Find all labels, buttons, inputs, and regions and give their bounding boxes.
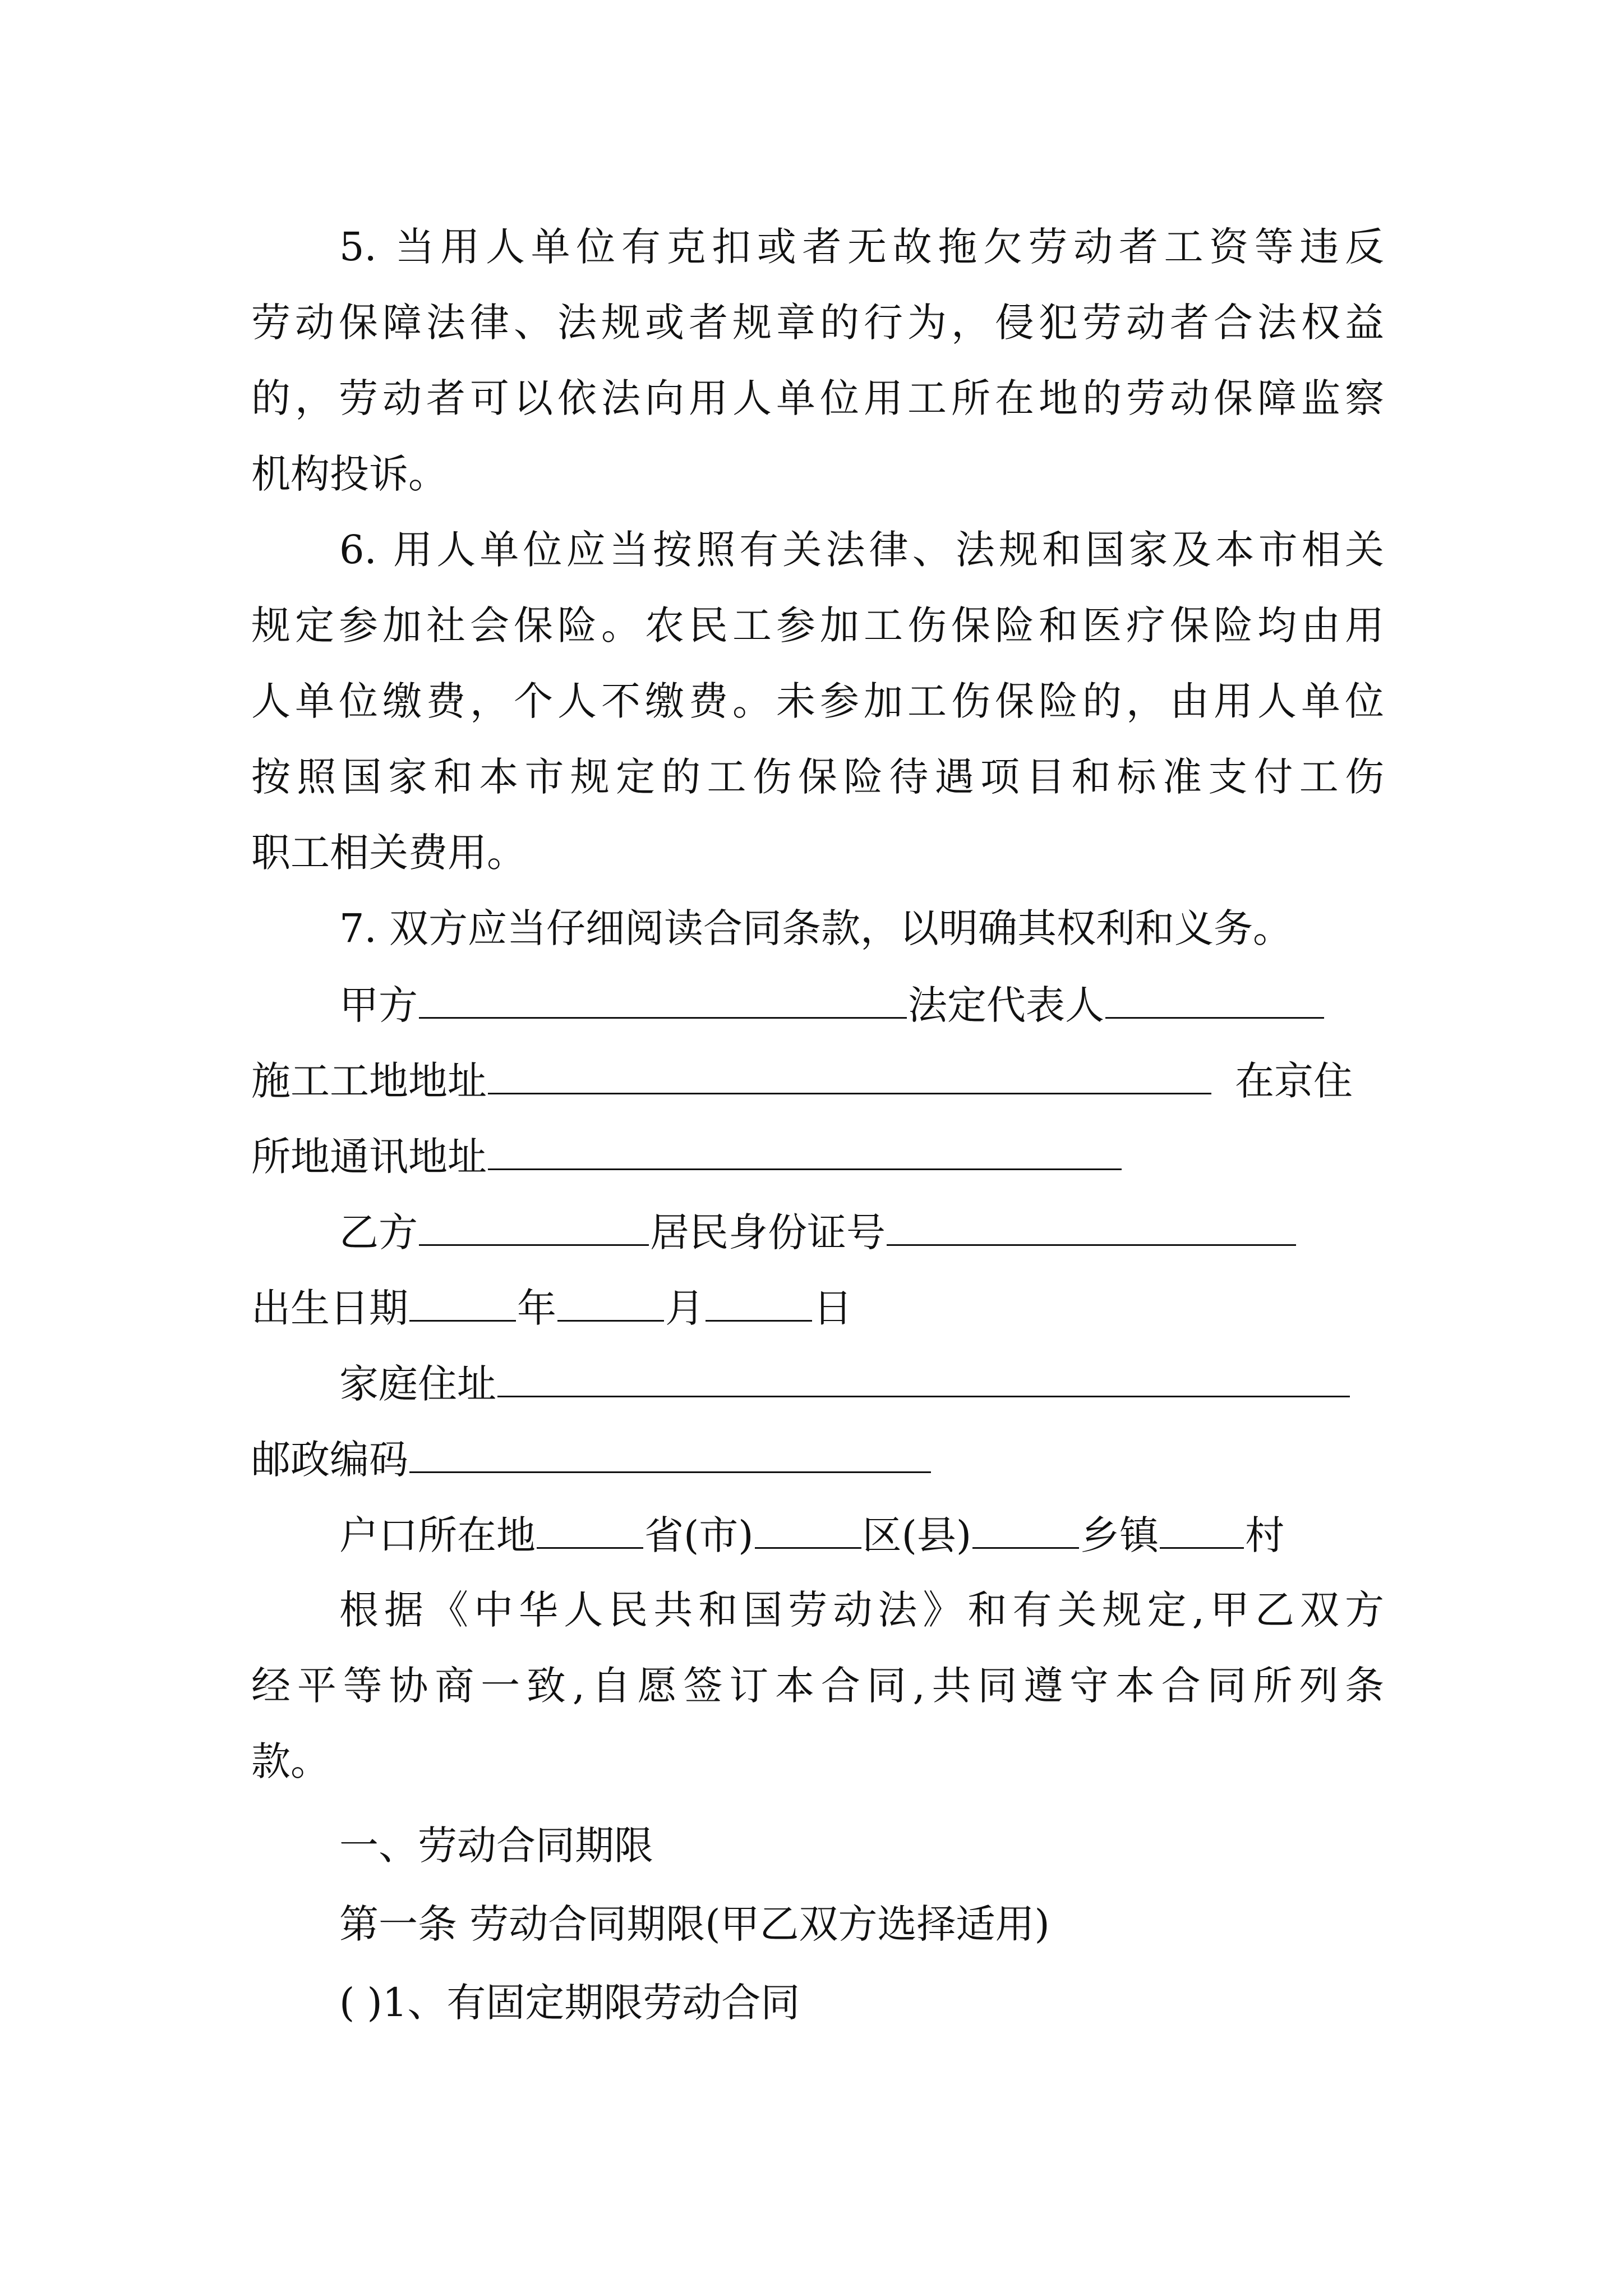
township-label: 乡镇 — [1080, 1512, 1159, 1558]
article1: 第一条 劳动合同期限(甲乙双方选择适用) — [339, 1901, 1050, 1947]
postal-code-label: 邮政编码 — [251, 1437, 408, 1483]
item6-line3: 人单位缴费，个人不缴费。未参加工伤保险的，由用人单位 — [251, 678, 1384, 724]
party-b-label: 乙方 — [339, 1209, 418, 1255]
item6-line1: 6. 用人单位应当按照有关法律、法规和国家及本市相关 — [339, 527, 1384, 573]
site-address-line — [251, 1049, 1384, 1111]
legal-rep-field[interactable] — [1105, 973, 1324, 1019]
item7-line: 7. 双方应当仔细阅读合同条款，以明确其权利和义务。 — [339, 905, 1293, 951]
id-number-field[interactable] — [887, 1200, 1296, 1246]
home-address-line — [339, 1352, 1384, 1414]
birth-date-line — [251, 1276, 1384, 1338]
section1-title: 一、劳动合同期限 — [339, 1823, 653, 1869]
hukou-label: 户口所在地 — [339, 1512, 536, 1558]
birth-year-field[interactable] — [409, 1276, 516, 1322]
site-address-label: 施工工地地址 — [251, 1058, 487, 1104]
legal-rep-label: 法定代表人 — [908, 982, 1104, 1028]
beijing-residence-label: 在京住 — [1235, 1058, 1353, 1104]
postal-code-field[interactable] — [409, 1428, 931, 1473]
preamble-line3: 款。 — [251, 1738, 330, 1784]
postal-code-line — [251, 1428, 1384, 1489]
home-address-label: 家庭住址 — [339, 1361, 496, 1407]
item6-line4: 按照国家和本市规定的工伤保险待遇项目和标准支付工伤 — [251, 754, 1384, 800]
party-b-line — [339, 1200, 1384, 1262]
preamble-line2: 经平等协商一致,自愿签订本合同,共同遵守本合同所列条 — [251, 1663, 1384, 1709]
party-a-label: 甲方 — [339, 982, 418, 1028]
day-label: 日 — [813, 1285, 852, 1331]
mail-address-label: 所地通讯地址 — [251, 1134, 487, 1180]
preamble-line1: 根据《中华人民共和国劳动法》和有关规定,甲乙双方 — [339, 1587, 1384, 1633]
home-address-field[interactable] — [497, 1352, 1350, 1397]
province-label: 省(市) — [644, 1512, 754, 1558]
year-label: 年 — [517, 1285, 556, 1331]
item5-line1: 5. 当用人单位有克扣或者无故拖欠劳动者工资等违反 — [339, 224, 1384, 270]
party-b-field[interactable] — [419, 1200, 649, 1246]
mail-address-field[interactable] — [488, 1125, 1122, 1170]
party-a-field[interactable] — [419, 973, 907, 1019]
village-label: 村 — [1245, 1512, 1285, 1558]
item5-line4: 机构投诉。 — [251, 451, 448, 497]
village-field[interactable] — [1160, 1503, 1244, 1549]
birth-date-label: 出生日期 — [251, 1285, 408, 1331]
party-a-line — [339, 973, 1384, 1035]
district-field[interactable] — [755, 1503, 861, 1549]
mail-address-line — [251, 1125, 1384, 1186]
province-field[interactable] — [537, 1503, 643, 1549]
township-field[interactable] — [972, 1503, 1079, 1549]
birth-month-field[interactable] — [557, 1276, 664, 1322]
id-number-label: 居民身份证号 — [650, 1209, 886, 1255]
site-address-field[interactable] — [488, 1049, 1211, 1094]
hukou-line — [339, 1503, 1384, 1565]
item6-line2: 规定参加社会保险。农民工参加工伤保险和医疗保险均由用 — [251, 602, 1384, 648]
option1-fixed-term: ( )1、有固定期限劳动合同 — [339, 1980, 800, 2026]
district-label: 区(县) — [862, 1512, 972, 1558]
item6-line5: 职工相关费用。 — [251, 830, 526, 876]
month-label: 月 — [665, 1285, 704, 1331]
birth-day-field[interactable] — [706, 1276, 812, 1322]
item5-line3: 的，劳动者可以依法向用人单位用工所在地的劳动保障监察 — [251, 375, 1384, 421]
item5-line2: 劳动保障法律、法规或者规章的行为，侵犯劳动者合法权益 — [251, 300, 1384, 346]
